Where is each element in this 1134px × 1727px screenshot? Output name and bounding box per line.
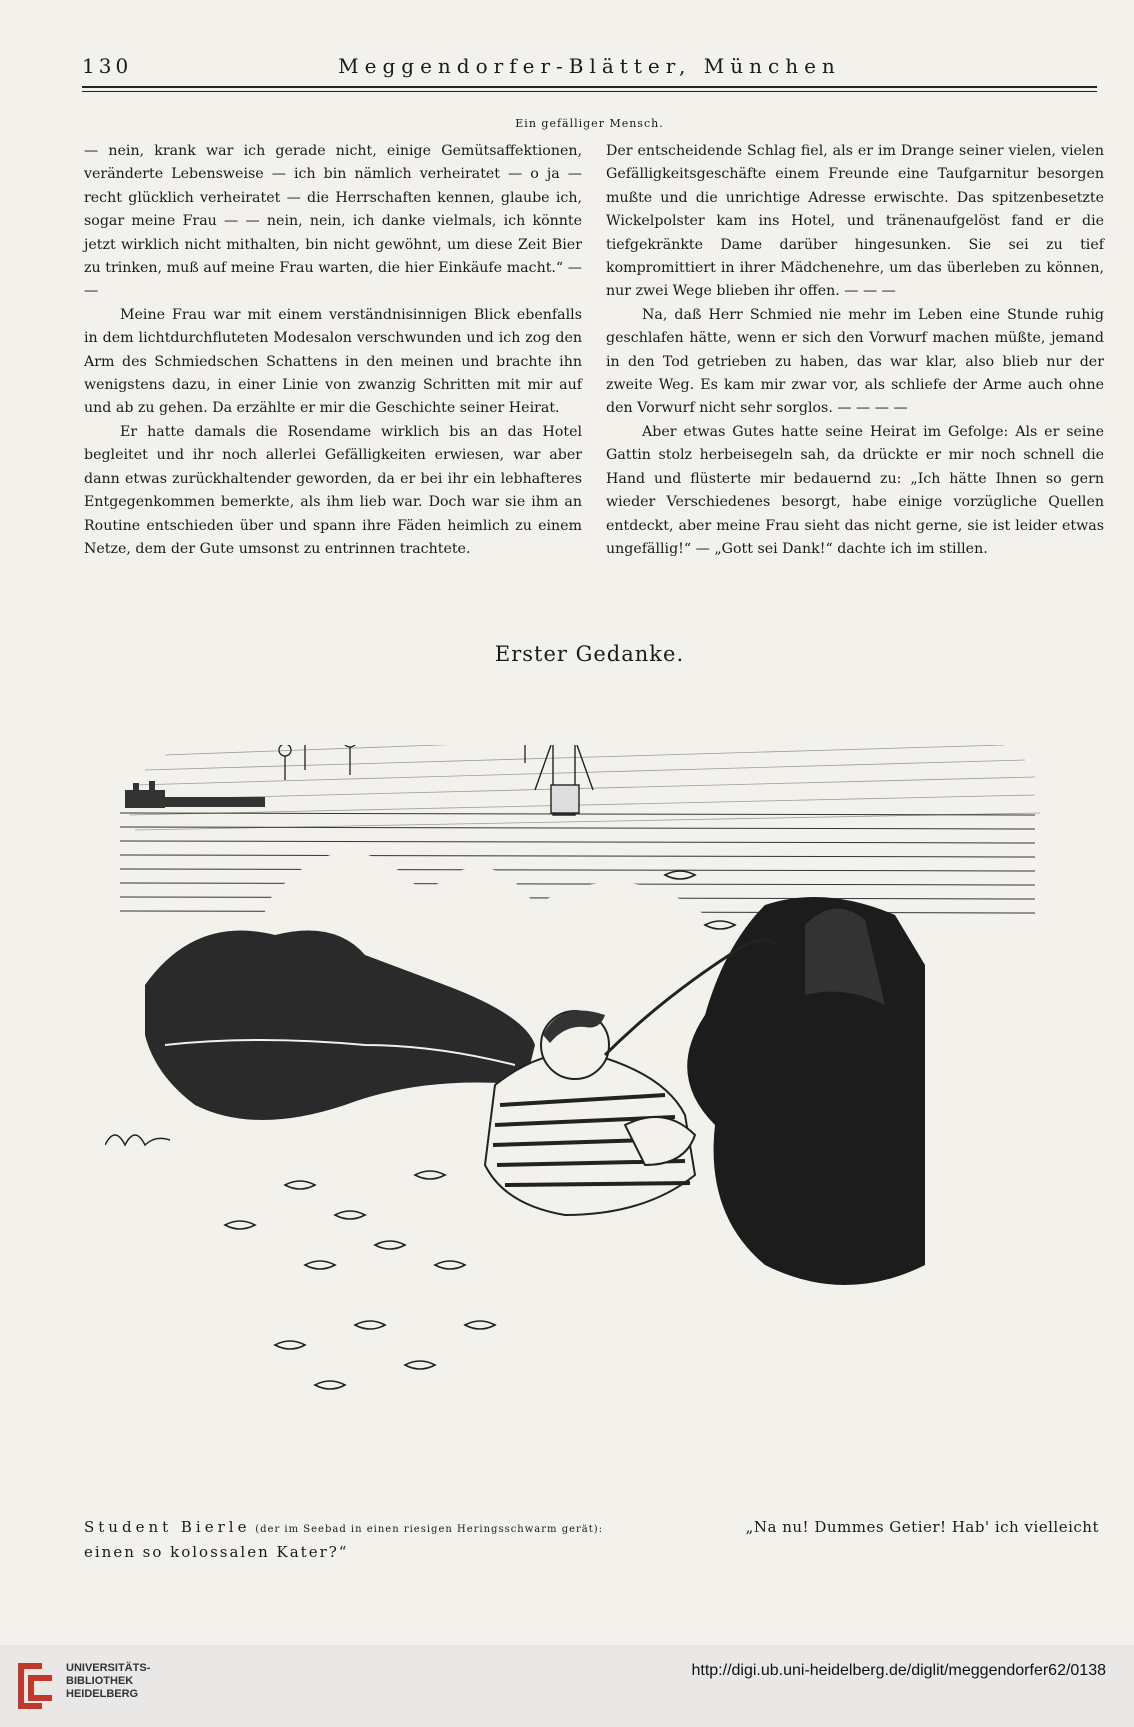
left-rocks: [145, 931, 535, 1121]
paragraph: Aber etwas Gutes hatte seine Heirat im Gefolge: Als er seine Gattin stolz herbeisegeln sah, da drückte er mir noch schnell die Hand und flüsterte mir bedauernd zu: „Ich hätte Ihnen so gern wieder Verschiedenes besorgt, habe einige vorzügliche Quellen entdeckt, aber meine Frau sieht das nicht gerne, sie ist leider etwas ungefällig!“ — „Gott sei Dank!“ dachte ich im stillen.: [606, 423, 1104, 557]
magazine-title: Meggendorfer-Blätter, München: [338, 54, 841, 78]
cartoon-caption: [84, 1516, 1099, 1563]
caption-quote-start: „Na nu! Dummes Getier! Hab' ich vielleicht: [745, 1518, 1099, 1536]
caption-speaker: Student Bierle: [84, 1518, 251, 1536]
caption-quote-end: einen so kolossalen Kater?“: [84, 1543, 349, 1561]
paragraph: Der entscheidende Schlag fiel, als er im Drange seiner vielen, vielen Gefälligkeitsgeschäfte einem Freunde eine Taufgarnitur besorgen mußte und die unrichtige Adresse erwischte. Das spitzenbesetzte Wickelpolster kam ins Hotel, und tränenaufgelöst fand er die tiefgekränkte Dame darüber hingesunken. Sie sei zu tief kompromittiert in ihrer Mädchenehre, um das überleben zu können, nur zwei Wege blieben ihr offen. — — —: [606, 143, 1104, 300]
story-title: Ein gefälliger Mensch.: [515, 117, 664, 130]
library-name-line: UNIVERSITÄTS-: [66, 1662, 151, 1674]
cartoon-title: Erster Gedanke.: [494, 642, 685, 666]
paragraph: Meine Frau war mit einem verständnisinnigen Blick ebenfalls in dem lichtdurchfluteten Modesalon verschwunden und ich zog den Arm des Schmiedschen Schattens in den meinen und brachte ihn wenigstens dazu, in einer Linie von zwanzig Schritten mit mir auf und ab zu gehen. Da erzählte er mir die Geschichte seiner Heirat.: [84, 306, 582, 417]
left-text-column: [84, 140, 582, 561]
right-text-column: [606, 140, 1104, 561]
library-name-line: HEIDELBERG: [66, 1688, 139, 1700]
paragraph: Er hatte damals die Rosendame wirklich bis an das Hotel begleitet und ihr noch allerlei Gefälligkeiten erwiesen, war aber dann etwas zurückhaltender geworden, da er bei ihr ein lebhafteres Entgegenkommen bemerkte, als ihm lieb war. Doch war sie ihm an Routine entschieden über und spann ihre Fäden heimlich zu einem Netze, dem der Gute umsonst zu entrinnen trachtete.: [84, 423, 582, 557]
cartoon-illustration: [105, 745, 1045, 1505]
library-footer: [0, 1645, 1134, 1727]
wave-splash: [265, 852, 705, 945]
library-name-line: BIBLIOTHEK: [66, 1675, 134, 1687]
woman-in-sea: [535, 745, 593, 815]
artist-signature: [105, 1135, 170, 1145]
source-url[interactable]: http://digi.ub.uni-heidelberg.de/diglit/meggendorfer62/0138: [691, 1662, 1106, 1679]
page-header: [82, 52, 1097, 82]
paragraph: — nein, krank war ich gerade nicht, einige Gemütsaffektionen, veränderte Lebensweise — ich bin nämlich verheiratet — o ja — recht glücklich verheiratet — die Herrschaften kennen, glaube ich, sogar meine Frau — — nein, nein, ich danke vielmals, ich könnte jetzt wirklich nicht mithalten, bin nicht gewöhnt, um diese Zeit Bier zu trinken, muß auf meine Frau warten, die hier Einkäufe macht.“ — —: [84, 143, 582, 300]
header-rule-thin: [82, 91, 1097, 92]
caption-stage-direction: (der im Seebad in einen riesigen Heringsschwarm gerät):: [255, 1524, 604, 1535]
paragraph: Na, daß Herr Schmied nie mehr im Leben eine Stunde ruhig geschlafen hätte, wenn er sich den Vorwurf machen müßte, jemand in den Tod getrieben zu haben, das war klar, also blieb nur der zweite Weg. Es kam mir zwar vor, als schliefe der Arme auch ohne den Vorwurf nicht sehr sorglos. — — — —: [606, 306, 1104, 417]
page-number: 130: [82, 54, 133, 78]
library-logo-icon: [12, 1655, 58, 1717]
sky-hatching: [125, 745, 1040, 830]
library-name: [66, 1662, 150, 1701]
header-rule: [82, 86, 1097, 88]
